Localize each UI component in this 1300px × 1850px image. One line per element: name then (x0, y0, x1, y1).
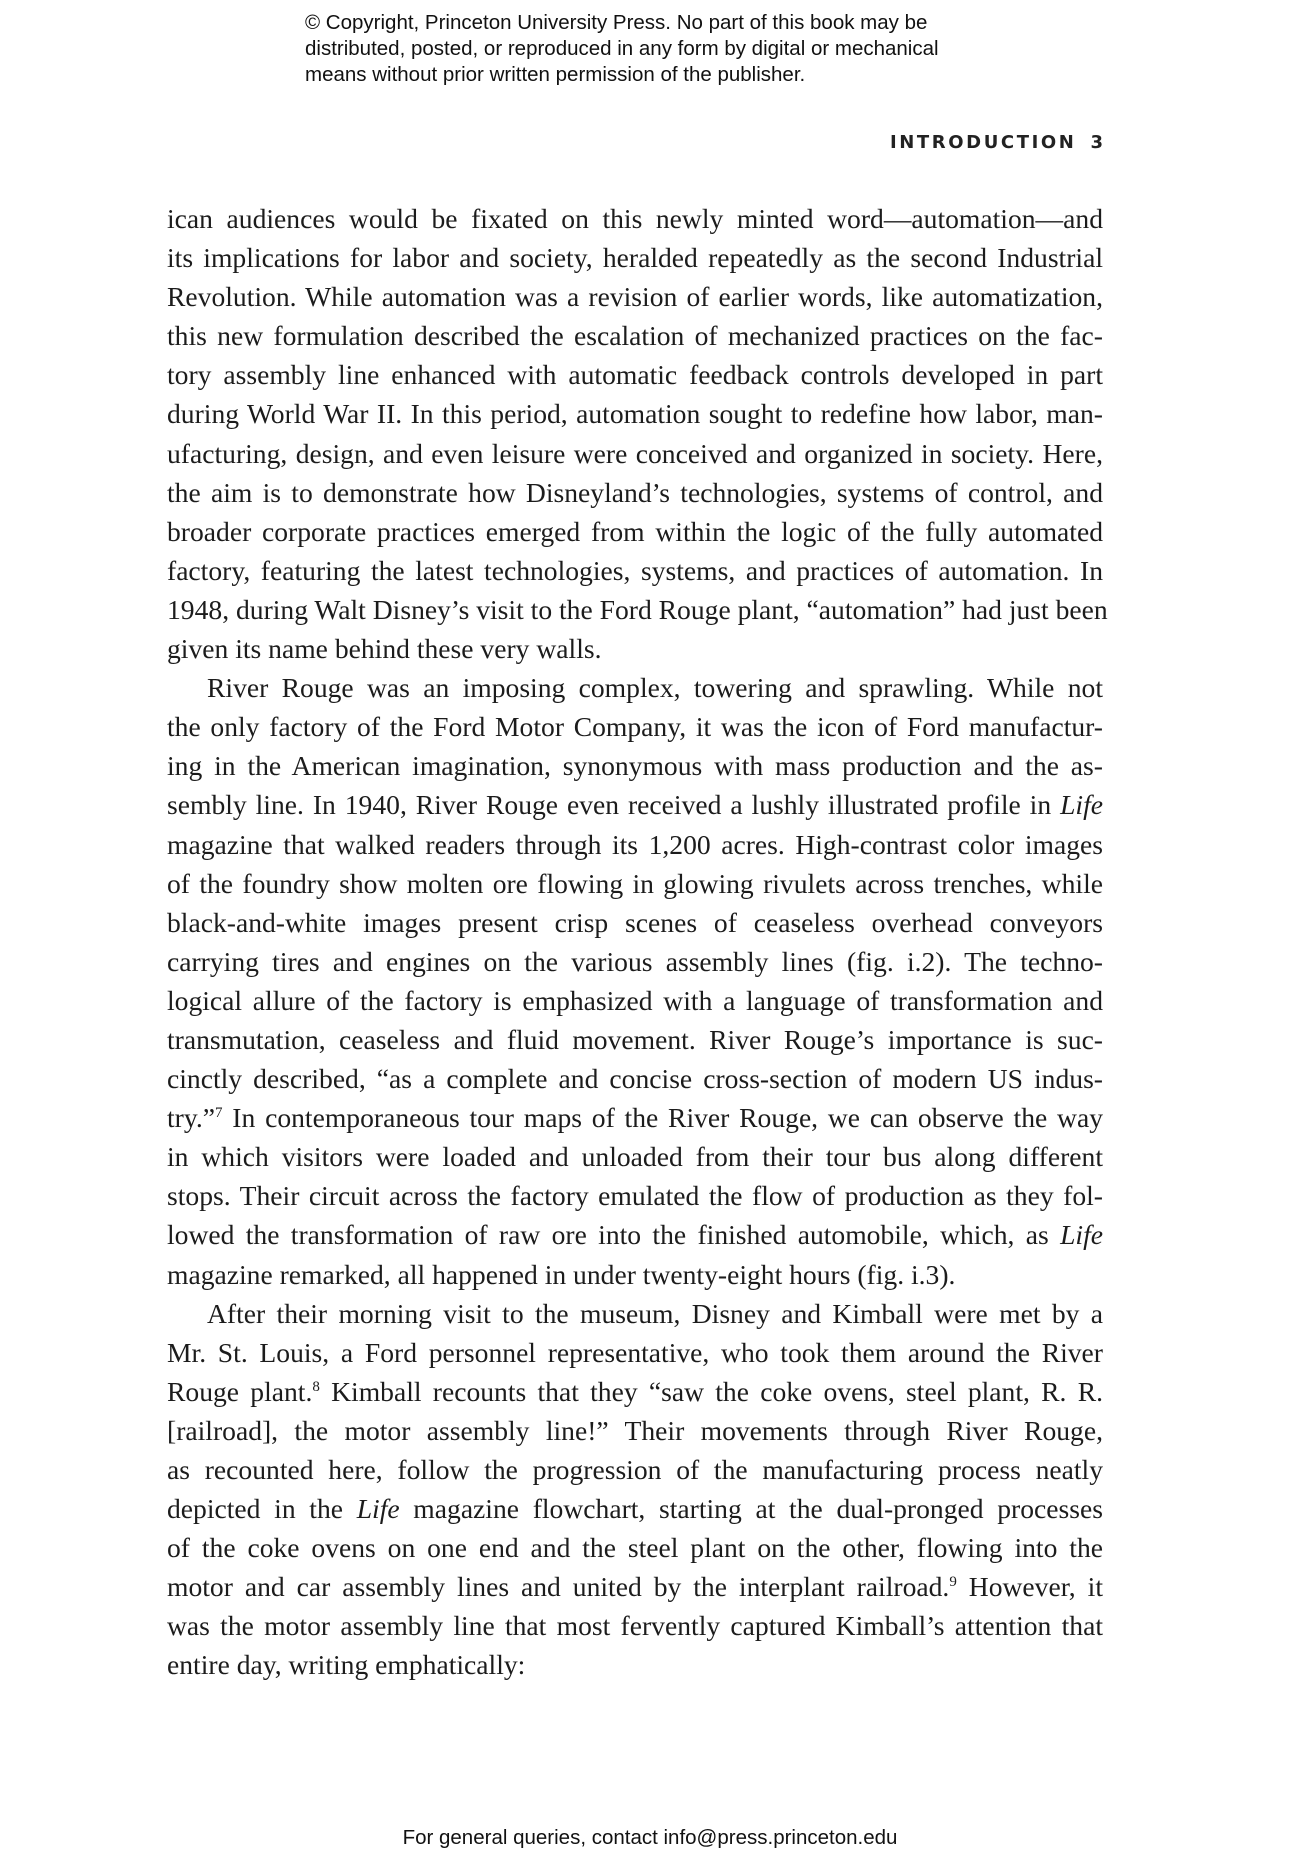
footnote-ref: 9 (949, 1574, 957, 1591)
text-line: this new formulation described the escalation of mechanized practices on the fac- (167, 320, 1103, 352)
text-line: magazine that walked readers through its 1,200 acres. High-contrast color images (167, 828, 1103, 860)
text-segment: try.” (167, 1102, 216, 1134)
copyright-line: means without prior written permission of the publisher. (305, 63, 806, 86)
text-line: ican audiences would be fixated on this newly minted word—automation—and (167, 203, 1103, 234)
text-line: stops. Their circuit across the factory emulated the flow of production as they fol- (167, 1180, 1103, 1212)
text-line: of the coke ovens on one end and the steel plant on the other, flowing into the (167, 1532, 1103, 1564)
text-line: logical allure of the factory is emphasized with a language of transformation and (167, 984, 1103, 1016)
text-segment: motor and car assembly lines and united by the interplant railroad. (167, 1571, 950, 1603)
text-line: River Rouge was an imposing complex, towering and sprawling. While not (207, 672, 1103, 704)
text-line (167, 1372, 1103, 1411)
text-line (167, 1215, 1103, 1254)
text-line: entire day, writing emphatically: (167, 1649, 526, 1681)
italic-title: Life (356, 1493, 400, 1525)
text-segment: depicted in the (167, 1493, 357, 1525)
text-line: black-and-white images present crisp scenes of ceaseless overhead conveyors (167, 906, 1103, 938)
text-line: broader corporate practices emerged from within the logic of the fully automated (167, 515, 1103, 547)
text-line: tory assembly line enhanced with automatic feedback controls developed in part (167, 359, 1103, 391)
text-line: cinctly described, “as a complete and concise cross-section of modern US indus- (167, 1063, 1103, 1095)
text-line (167, 1567, 1103, 1606)
text-line: during World War II. In this period, automation sought to redefine how labor, man- (167, 398, 1103, 430)
text-segment: However, it (956, 1571, 1103, 1603)
text-line: the only factory of the Ford Motor Company, it was the icon of Ford manufactur- (167, 711, 1103, 743)
text-line: factory, featuring the latest technologies, systems, and practices of automation. In (167, 554, 1103, 586)
text-line: After their morning visit to the museum, Disney and Kimball were met by a (207, 1297, 1103, 1329)
text-line: as recounted here, follow the progression of the manufacturing process neatly (167, 1454, 1103, 1485)
text-line: Mr. St. Louis, a Ford personnel representative, who took them around the River (167, 1336, 1103, 1368)
text-segment: sembly line. In 1940, River Rouge even received a lushly illustrated profile in (167, 789, 1061, 821)
body-text (167, 199, 1108, 1685)
text-line (167, 1098, 1103, 1137)
text-line: of the foundry show molten ore flowing in glowing rivulets across trenches, while (167, 867, 1103, 899)
text-line (167, 785, 1103, 824)
text-line: in which visitors were loaded and unloaded from their tour bus along different (167, 1141, 1103, 1173)
text-line (167, 1489, 1103, 1528)
chapter-title: INTRODUCTION (889, 132, 1077, 153)
text-segment: magazine flowchart, starting at the dual-pronged processes (399, 1493, 1103, 1525)
footnote-ref: 8 (312, 1378, 320, 1395)
italic-title: Life (1060, 789, 1103, 821)
text-line: carrying tires and engines on the various assembly lines (fig. i.2). The techno- (167, 945, 1103, 977)
text-line: the aim is to demonstrate how Disneyland’s technologies, systems of control, and (167, 476, 1103, 508)
text-line: given its name behind these very walls. (167, 633, 602, 665)
text-line: magazine remarked, all happened in under twenty-eight hours (fig. i.3). (167, 1258, 956, 1290)
text-segment: Rouge plant. (167, 1375, 313, 1407)
text-segment: In contemporaneous tour maps of the River Rouge, we can observe the way (222, 1102, 1103, 1134)
text-line: 1948, during Walt Disney’s visit to the Ford Rouge plant, “automation” had just been (167, 593, 1108, 625)
running-head (890, 132, 1103, 153)
text-line: was the motor assembly line that most fervently captured Kimball’s attention that (167, 1610, 1103, 1642)
italic-title: Life (1060, 1219, 1103, 1251)
copyright-line: distributed, posted, or reproduced in any form by digital or mechanical (305, 37, 939, 60)
text-line: [railroad], the motor assembly line!” Their movements through River Rouge, (167, 1414, 1103, 1446)
footnote-ref: 7 (215, 1104, 223, 1121)
copyright-notice (305, 10, 1065, 88)
footer-contact: For general queries, contact info@press.princeton.edu (402, 1826, 898, 1849)
text-line: ufacturing, design, and even leisure were conceived and organized in society. Here, (167, 437, 1103, 469)
text-line: ing in the American imagination, synonymous with mass production and the as- (167, 750, 1103, 782)
text-line: transmutation, ceaseless and fluid movement. River Rouge’s importance is suc- (167, 1023, 1103, 1055)
text-segment: Kimball recounts that they “saw the coke ovens, steel plant, R. R. (319, 1375, 1104, 1407)
text-segment: lowed the transformation of raw ore into the finished automobile, which, as (167, 1219, 1061, 1251)
text-line: Revolution. While automation was a revision of earlier words, like automatization, (167, 281, 1103, 313)
text-line: its implications for labor and society, heralded repeatedly as the second Industrial (167, 242, 1103, 274)
copyright-line: © Copyright, Princeton University Press. No part of this book may be (305, 11, 928, 34)
page-number: 3 (1090, 132, 1103, 153)
